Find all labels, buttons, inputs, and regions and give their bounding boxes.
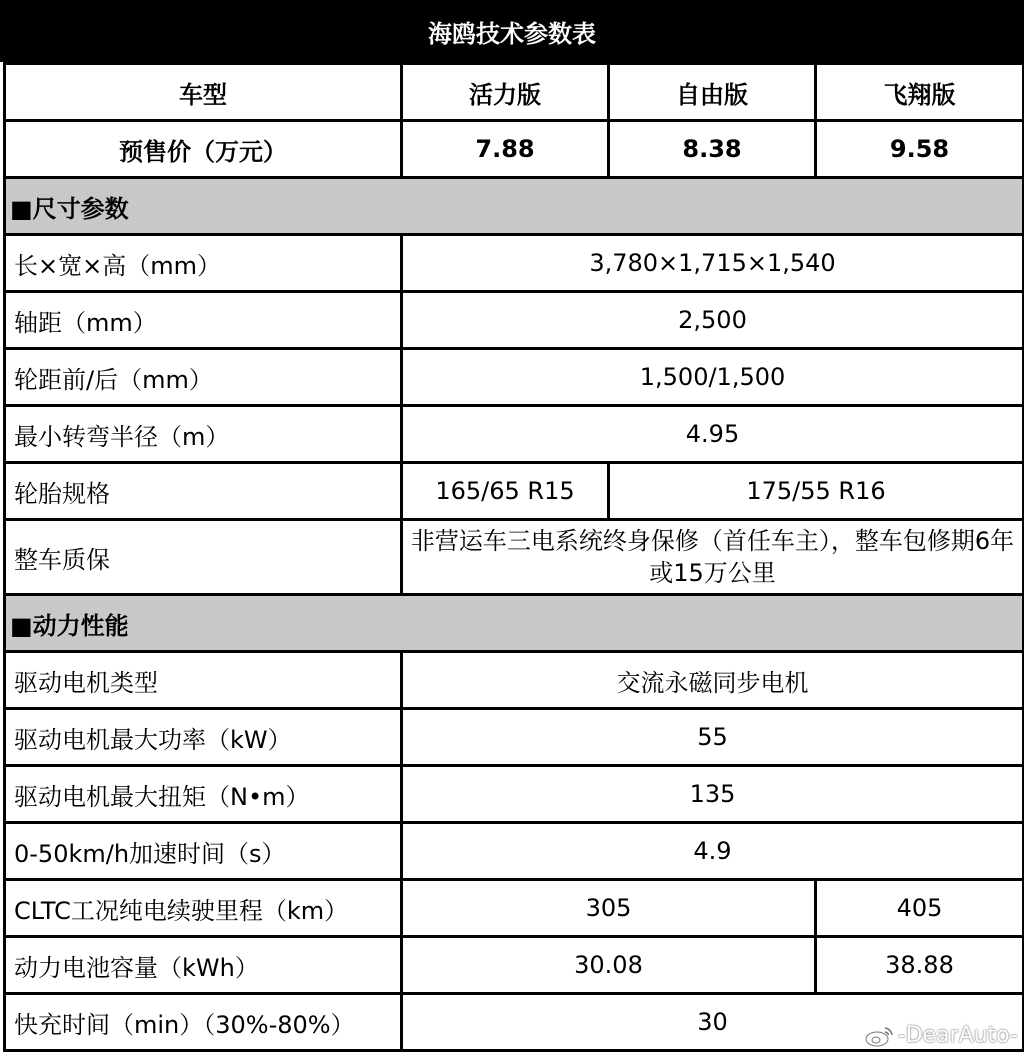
row-label: 驱动电机类型 xyxy=(5,652,402,709)
row-value: 1,500/1,500 xyxy=(402,349,1024,406)
row-value: 3,780×1,715×1,540 xyxy=(402,235,1024,292)
row-value: 2,500 xyxy=(402,292,1024,349)
table-row xyxy=(5,880,1024,937)
table-row xyxy=(5,292,1024,349)
row-value: 38.88 xyxy=(816,937,1024,994)
table-row xyxy=(5,349,1024,406)
row-value: 4.95 xyxy=(402,406,1024,463)
row-value: 交流永磁同步电机 xyxy=(402,652,1024,709)
section-power: ■动力性能 xyxy=(5,595,1024,652)
watermark xyxy=(864,1023,1018,1048)
trim-vitality: 活力版 xyxy=(402,64,609,121)
row-value: 175/55 R16 xyxy=(609,463,1024,520)
price-freedom: 8.38 xyxy=(609,121,816,178)
row-label: 0-50km/h加速时间（s） xyxy=(5,823,402,880)
row-label: 最小转弯半径（m） xyxy=(5,406,402,463)
row-value: 135 xyxy=(402,766,1024,823)
table-row xyxy=(5,652,1024,709)
section-row xyxy=(5,178,1024,235)
row-label: 轴距（mm） xyxy=(5,292,402,349)
header-label: 车型 xyxy=(5,64,402,121)
table-row xyxy=(5,463,1024,520)
row-value: 30 xyxy=(402,994,1024,1051)
row-value: 4.9 xyxy=(402,823,1024,880)
row-label: 整车质保 xyxy=(5,520,402,595)
weibo-icon xyxy=(864,1025,894,1047)
row-value: 305 xyxy=(402,880,816,937)
price-flying: 9.58 xyxy=(816,121,1024,178)
spec-table xyxy=(3,62,1024,1052)
row-label: 驱动电机最大扭矩（N•m） xyxy=(5,766,402,823)
row-label: CLTC工况纯电续驶里程（km） xyxy=(5,880,402,937)
watermark-text: -DearAuto- xyxy=(897,1023,1018,1048)
table-row xyxy=(5,235,1024,292)
row-value: 55 xyxy=(402,709,1024,766)
row-value: 405 xyxy=(816,880,1024,937)
section-dimensions: ■尺寸参数 xyxy=(5,178,1024,235)
table-row xyxy=(5,406,1024,463)
table-row xyxy=(5,709,1024,766)
trim-flying: 飞翔版 xyxy=(816,64,1024,121)
table-title: 海鸥技术参数表 xyxy=(0,0,1024,62)
table-row xyxy=(5,121,1024,178)
table-row xyxy=(5,766,1024,823)
row-label: 轮距前/后（mm） xyxy=(5,349,402,406)
row-label: 快充时间（min）（30%-80%） xyxy=(5,994,402,1051)
trim-freedom: 自由版 xyxy=(609,64,816,121)
section-row xyxy=(5,595,1024,652)
row-value: 非营运车三电系统终身保修（首任车主），整车包修期6年或15万公里 xyxy=(402,520,1024,595)
table-row xyxy=(5,520,1024,595)
row-label: 长×宽×高（mm） xyxy=(5,235,402,292)
table-row xyxy=(5,937,1024,994)
table-row xyxy=(5,823,1024,880)
price-vitality: 7.88 xyxy=(402,121,609,178)
row-label: 驱动电机最大功率（kW） xyxy=(5,709,402,766)
row-label: 动力电池容量（kWh） xyxy=(5,937,402,994)
price-label: 预售价（万元） xyxy=(5,121,402,178)
table-row xyxy=(5,64,1024,121)
row-value: 30.08 xyxy=(402,937,816,994)
row-label: 轮胎规格 xyxy=(5,463,402,520)
row-value: 165/65 R15 xyxy=(402,463,609,520)
